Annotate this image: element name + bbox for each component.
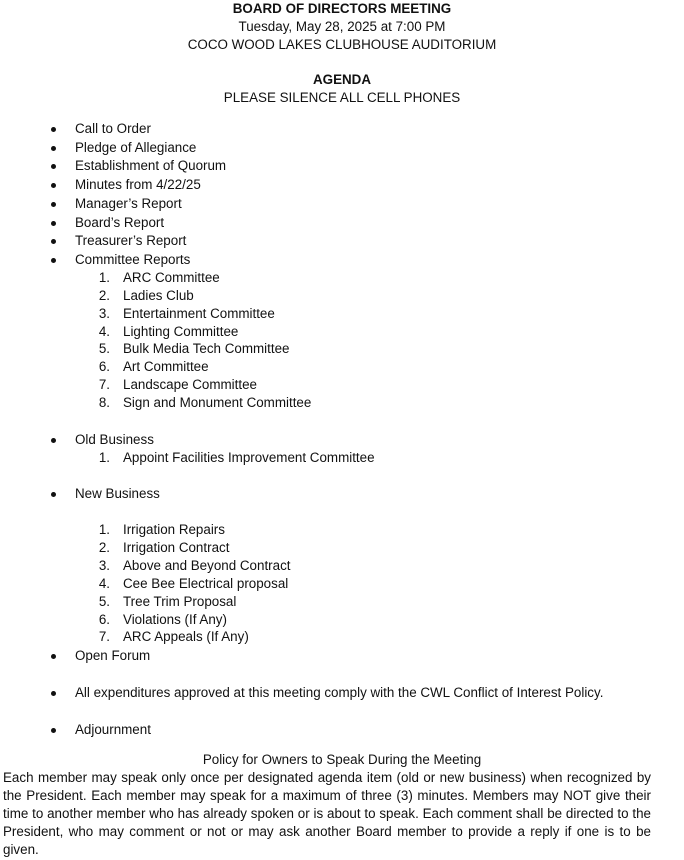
policy-title: Policy for Owners to Speak During the Meeting [202,752,482,767]
bullet-icon [51,221,56,226]
bullet-icon [51,691,56,696]
cell-phone-notice: PLEASE SILENCE ALL CELL PHONES [223,90,461,105]
agenda-item: Minutes from 4/22/25 [75,177,201,192]
list-number: 7. [98,629,110,644]
policy-body: Each member may speak only once per designated agenda item (old or new business) when recognized by the President. Each member may speak for a maximum of three (3) minutes. Members may NOT give their time to another member who has already spoken or is about to speak. Each comment shall be directed to the President, who may comment or not or may ask another Board member to provide a reply if one is to be given. [3,770,651,857]
bullet-icon [51,183,56,188]
new-business-item: Cee Bee Electrical proposal [123,576,289,591]
list-number: 2. [98,288,110,303]
meeting-location: COCO WOOD LAKES CLUBHOUSE AUDITORIUM [187,37,497,52]
bullet-icon [51,239,56,244]
bullet-icon [51,438,56,443]
new-business-item: Tree Trim Proposal [123,594,237,609]
list-number: 6. [98,359,110,374]
meeting-datetime: Tuesday, May 28, 2025 at 7:00 PM [238,19,446,34]
new-business-item: Irrigation Repairs [123,522,225,537]
committee-item: ARC Committee [123,270,220,285]
committee-item: Landscape Committee [123,377,257,392]
list-number: 5. [98,341,110,356]
adjournment-item: Adjournment [75,722,151,737]
committee-item: Sign and Monument Committee [123,395,312,410]
new-business-item: Above and Beyond Contract [123,558,291,573]
bullet-icon [51,164,56,169]
agenda-heading: AGENDA [312,72,372,87]
list-number: 8. [98,395,110,410]
new-business-item: ARC Appeals (If Any) [123,629,249,644]
committee-item: Art Committee [123,359,209,374]
bullet-icon [51,202,56,207]
bullet-icon [51,492,56,497]
meeting-title: BOARD OF DIRECTORS MEETING [232,1,452,16]
committee-item: Ladies Club [123,288,194,303]
agenda-item: Manager’s Report [75,196,182,211]
list-number: 2. [98,540,110,555]
bullet-icon [51,654,56,659]
expenditures-item: All expenditures approved at this meeting comply with the CWL Conflict of Interest Policy. [75,685,604,700]
committee-item: Entertainment Committee [123,306,275,321]
old-business-item: Appoint Facilities Improvement Committee [123,450,375,465]
bullet-icon [51,127,56,132]
new-business-heading: New Business [75,486,160,501]
open-forum-item: Open Forum [75,648,151,663]
new-business-item: Irrigation Contract [123,540,230,555]
agenda-item: Board’s Report [75,215,165,230]
agenda-item: Committee Reports [75,252,191,267]
list-number: 5. [98,594,110,609]
list-number: 3. [98,306,110,321]
list-number: 1. [98,270,110,285]
agenda-item: Establishment of Quorum [75,158,227,173]
bullet-icon [51,146,56,151]
list-number: 4. [98,324,110,339]
agenda-item: Treasurer’s Report [75,233,187,248]
list-number: 6. [98,612,110,627]
agenda-item: Call to Order [75,121,151,136]
new-business-item: Violations (If Any) [123,612,227,627]
bullet-icon [51,728,56,733]
list-number: 1. [98,522,110,537]
old-business-heading: Old Business [75,432,154,447]
agenda-item: Pledge of Allegiance [75,140,197,155]
committee-item: Lighting Committee [123,324,239,339]
committee-item: Bulk Media Tech Committee [123,341,290,356]
list-number: 4. [98,576,110,591]
list-number: 3. [98,558,110,573]
bullet-icon [51,258,56,263]
list-number: 7. [98,377,110,392]
list-number: 1. [98,450,110,465]
